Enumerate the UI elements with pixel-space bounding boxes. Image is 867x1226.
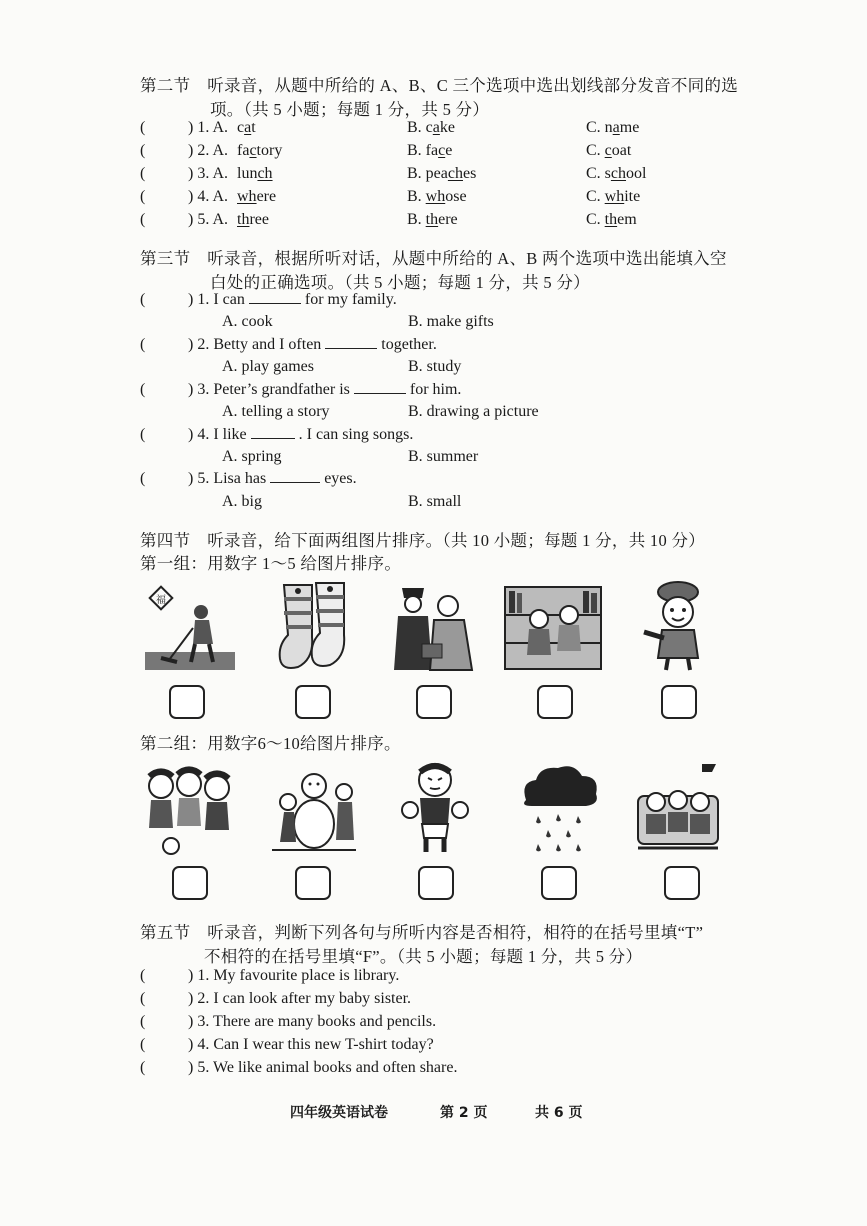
option-b	[407, 142, 452, 160]
answer-box-7[interactable]	[295, 866, 331, 900]
question-sentence	[188, 291, 397, 309]
sec5-question-row	[140, 1059, 740, 1081]
fill-blank	[325, 336, 377, 349]
option-c	[586, 142, 631, 160]
option-b: B. make gifts	[408, 313, 494, 330]
option-b: B. study	[408, 358, 462, 375]
question-number: ) 2. A.	[188, 142, 228, 159]
socks-image	[272, 575, 356, 675]
question-text: . I can sing songs.	[298, 426, 414, 443]
option-text: lun	[237, 165, 258, 182]
answer-paren[interactable]: (	[140, 1013, 146, 1030]
option-b	[407, 188, 467, 206]
sec5-question-row	[140, 967, 740, 989]
statement-text: ) 1. My favourite place is library.	[188, 967, 400, 984]
answer-paren[interactable]: (	[140, 165, 146, 182]
children-playing-image	[141, 762, 237, 856]
answer-paren[interactable]: (	[140, 188, 146, 205]
option-b	[407, 211, 458, 229]
question-text: together.	[381, 336, 437, 353]
question-sentence	[188, 470, 357, 488]
question-number: ) 3. A.	[188, 165, 228, 182]
option-b	[407, 119, 455, 137]
sec2-question-row	[140, 165, 740, 187]
answer-paren[interactable]: (	[140, 470, 146, 487]
option-text: B.	[407, 211, 426, 228]
underlined-letters: c	[438, 142, 446, 159]
option-a: A. play games	[222, 358, 314, 375]
option-text: ose	[445, 188, 467, 205]
sec3-options-row	[140, 493, 740, 515]
sec3-options-row	[140, 448, 740, 470]
footer-exam-name: 四年级英语试卷	[290, 1105, 388, 1121]
sec5-title-line2: 不相符的在括号里填“F”。（共 5 小题；每题 1 分，共 5 分）	[204, 947, 643, 966]
sec2-question-row	[140, 119, 740, 141]
sec3-options-row	[140, 358, 740, 380]
option-a: A. big	[222, 493, 262, 510]
strong-boy-image	[400, 760, 470, 856]
underlined-letters: th	[237, 211, 250, 228]
sec4-title: 第四节 听录音，给下面两组图片排序。（共 10 小题；每题 1 分，共 10 分）	[140, 531, 706, 550]
option-text: C.	[586, 211, 605, 228]
option-text: ite	[624, 188, 641, 205]
sec3-question-row	[140, 426, 740, 448]
statement-text: ) 3. There are many books and pencils.	[188, 1013, 437, 1030]
footer-page-number: 第 2 页	[440, 1105, 488, 1121]
option-a: A. cook	[222, 313, 273, 330]
underlined-letters: c	[249, 142, 257, 159]
option-text: C.	[586, 142, 605, 159]
option-text: oat	[611, 142, 632, 159]
police-and-old-woman-image	[390, 578, 476, 672]
answer-box-3[interactable]	[416, 685, 452, 719]
option-text: e	[445, 142, 453, 159]
option-a	[237, 119, 256, 137]
question-text: for him.	[409, 381, 462, 398]
question-text: eyes.	[324, 470, 357, 487]
option-text: C. n	[586, 119, 613, 136]
option-text: me	[619, 119, 640, 136]
option-text: B. pea	[407, 165, 448, 182]
answer-paren[interactable]: (	[140, 336, 146, 353]
fill-blank	[251, 426, 295, 439]
option-text: ere	[438, 211, 458, 228]
underlined-letters: ch	[610, 165, 627, 182]
option-text: t	[251, 119, 256, 136]
sec2-question-row	[140, 188, 740, 210]
statement-text: ) 4. Can I wear this new T-shirt today?	[188, 1036, 434, 1053]
underlined-letters: a	[432, 119, 440, 136]
underlined-letters: th	[604, 211, 618, 228]
underlined-letters: th	[425, 211, 439, 228]
question-number: ) 5. A.	[188, 211, 228, 228]
sec3-question-row	[140, 291, 740, 313]
option-b	[407, 165, 476, 183]
question-sentence	[188, 336, 437, 354]
question-text: for my family.	[304, 291, 397, 308]
answer-paren[interactable]: (	[140, 211, 146, 228]
question-sentence	[188, 381, 461, 399]
option-text: tory	[256, 142, 283, 159]
option-text: c	[237, 119, 245, 136]
answer-paren[interactable]: (	[140, 990, 146, 1007]
answer-box-10[interactable]	[664, 866, 700, 900]
sec3-question-row	[140, 381, 740, 403]
option-text: B. c	[407, 119, 433, 136]
group1-label: 第一组：用数字 1～5 给图片排序。	[140, 554, 402, 573]
answer-paren[interactable]: (	[140, 1036, 146, 1053]
sweeping-floor-image	[143, 578, 237, 672]
sec3-options-row	[140, 313, 740, 335]
option-a	[237, 211, 269, 229]
option-a	[237, 142, 282, 160]
statement-text: ) 2. I can look after my baby sister.	[188, 990, 412, 1007]
answer-box-4[interactable]	[537, 685, 573, 719]
option-c	[586, 211, 637, 229]
answer-box-8[interactable]	[418, 866, 454, 900]
sec5-question-row	[140, 990, 740, 1012]
rain-cloud-image	[516, 760, 602, 856]
answer-box-1[interactable]	[169, 685, 205, 719]
answer-box-2[interactable]	[295, 685, 331, 719]
answer-paren[interactable]: (	[140, 142, 146, 159]
question-sentence	[188, 426, 413, 444]
fill-blank	[270, 470, 320, 483]
sec2-title-line2: 项。（共 5 小题；每题 1 分，共 5 分）	[210, 100, 490, 119]
answer-box-9[interactable]	[541, 866, 577, 900]
option-b: B. small	[408, 493, 462, 510]
option-a: A. telling a story	[222, 403, 330, 420]
sec5-question-row	[140, 1013, 740, 1035]
answer-paren[interactable]: (	[140, 1059, 146, 1076]
question-number: ) 1. A.	[188, 119, 228, 136]
option-text: ke	[439, 119, 455, 136]
answer-box-5[interactable]	[661, 685, 697, 719]
option-b: B. drawing a picture	[408, 403, 539, 420]
bookshelf-children-image	[503, 585, 603, 671]
sec3-question-row	[140, 470, 740, 492]
option-text: C. s	[586, 165, 611, 182]
snowman-image	[266, 762, 362, 856]
option-text: B.	[407, 188, 426, 205]
sec2-question-row	[140, 211, 740, 233]
fill-blank	[354, 381, 406, 394]
sec3-question-row	[140, 336, 740, 358]
answer-box-6[interactable]	[172, 866, 208, 900]
sec3-title-line2: 白处的正确选项。（共 5 小题；每题 1 分，共 5 分）	[210, 273, 590, 292]
option-a	[237, 188, 276, 206]
underlined-letters: a	[244, 119, 252, 136]
underlined-letters: ch	[257, 165, 273, 182]
option-text: es	[462, 165, 477, 182]
answer-paren[interactable]: (	[140, 381, 146, 398]
option-c	[586, 165, 646, 183]
option-text: fa	[237, 142, 250, 159]
svg-text:福: 福	[156, 595, 166, 606]
sec2-question-row	[140, 142, 740, 164]
sec2-title-line1: 第二节 听录音，从题中所给的 A、B、C 三个选项中选出划线部分发音不同的选	[140, 76, 739, 95]
answer-paren[interactable]: (	[140, 967, 146, 984]
underlined-letters: ch	[447, 165, 463, 182]
group2-label: 第二组：用数字6～10给图片排序。	[140, 734, 401, 753]
option-text: ere	[256, 188, 277, 205]
fill-blank	[249, 291, 301, 304]
option-text: ool	[626, 165, 647, 182]
option-text: C.	[586, 188, 605, 205]
underlined-letters: wh	[425, 188, 446, 205]
question-text: ) 2. Betty and I often	[188, 336, 322, 353]
option-a: A. spring	[222, 448, 282, 465]
option-a	[237, 165, 273, 183]
footer-total-pages: 共 6 页	[535, 1105, 583, 1121]
question-text: ) 4. I like	[188, 426, 247, 443]
underlined-letters: wh	[237, 188, 257, 205]
option-text: ree	[249, 211, 269, 228]
sec5-title-line1: 第五节 听录音，判断下列各句与所听内容是否相符，相符的在括号里填“T”	[140, 923, 704, 942]
question-text: ) 5. Lisa has	[188, 470, 267, 487]
underlined-letters: a	[612, 119, 620, 136]
underlined-letters: wh	[604, 188, 625, 205]
option-c	[586, 188, 640, 206]
question-number: ) 4. A.	[188, 188, 228, 205]
underlined-letters: c	[604, 142, 612, 159]
option-c	[586, 119, 639, 137]
option-text: B. fa	[407, 142, 439, 159]
answer-paren[interactable]: (	[140, 119, 146, 136]
answer-paren[interactable]: (	[140, 426, 146, 443]
answer-paren[interactable]: (	[140, 291, 146, 308]
question-text: ) 3. Peter’s grandfather is	[188, 381, 350, 398]
sec5-question-row	[140, 1036, 740, 1058]
children-on-ride-image	[632, 760, 724, 856]
statement-text: ) 5. We like animal books and often share.	[188, 1059, 458, 1076]
chef-image	[636, 578, 720, 672]
sec3-title-line1: 第三节 听录音，根据所听对话，从题中所给的 A、B 两个选项中选出能填入空	[140, 249, 727, 268]
option-b: B. summer	[408, 448, 479, 465]
question-text: ) 1. I can	[188, 291, 245, 308]
sec3-options-row	[140, 403, 740, 425]
option-text: em	[617, 211, 637, 228]
